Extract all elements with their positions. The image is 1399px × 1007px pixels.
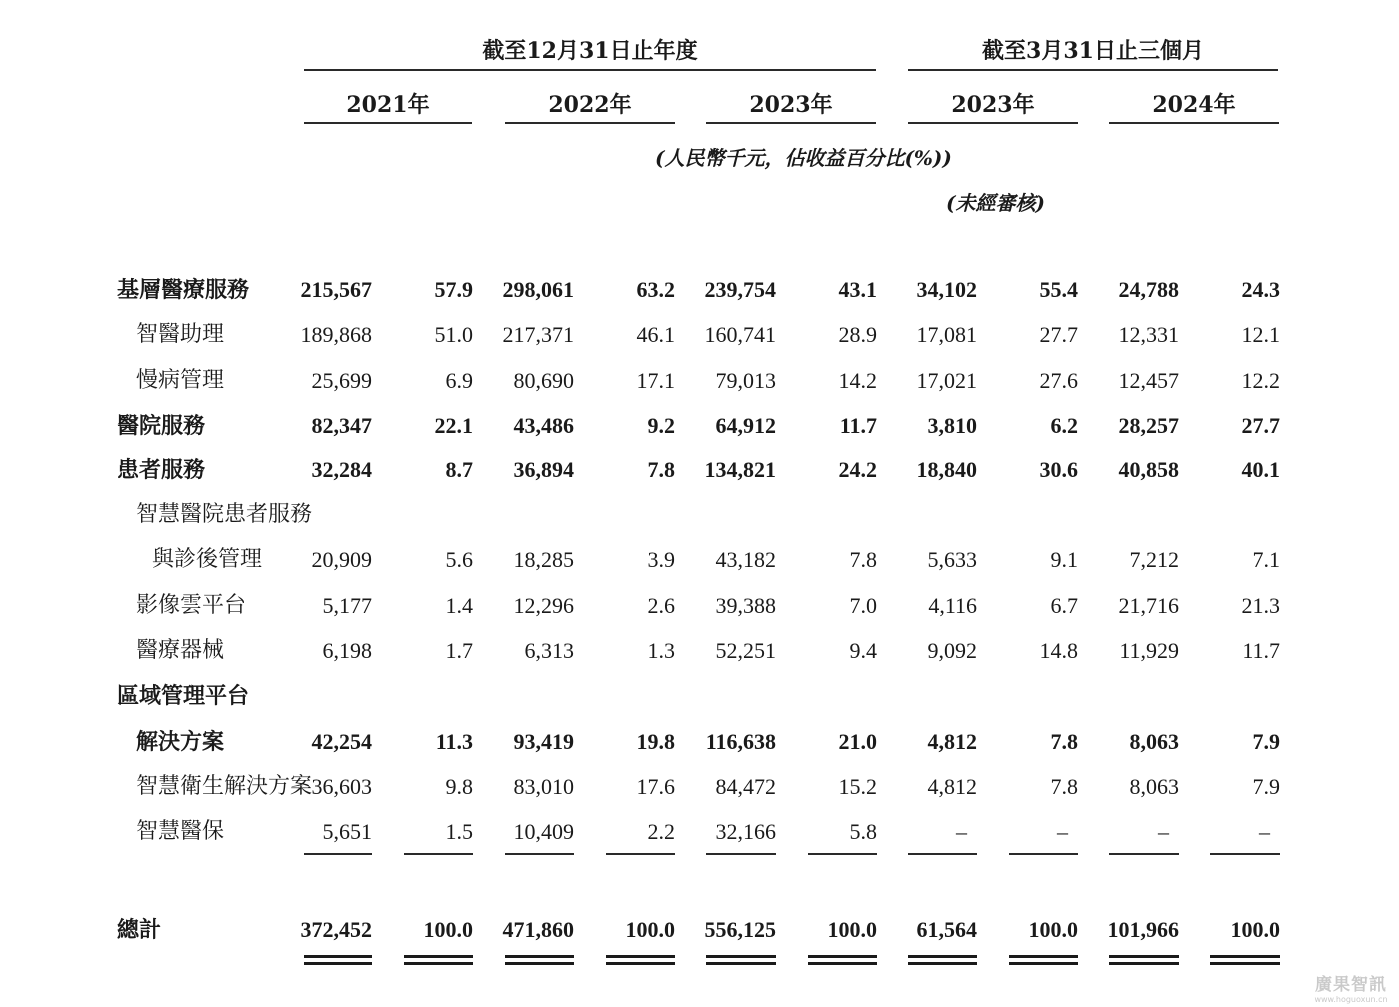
table-cell: 6.2 <box>1050 413 1078 438</box>
header-annual-rule <box>304 69 876 71</box>
unaudited-note: (未經審核) <box>946 191 1045 215</box>
table-cell: 46.1 <box>636 322 675 347</box>
subtotal-rule <box>505 853 574 855</box>
table-cell: 40.1 <box>1241 457 1280 482</box>
table-cell: 11.3 <box>435 729 473 754</box>
table-cell: 28.9 <box>838 322 877 347</box>
subtotal-rule <box>808 853 877 855</box>
year-rule-2022 <box>505 122 675 124</box>
table-cell: 52,251 <box>715 638 776 663</box>
year-rule-2021 <box>304 122 472 124</box>
table-cell: 12,296 <box>513 593 574 618</box>
table-cell: 43.1 <box>838 277 877 302</box>
table-row <box>0 631 1399 671</box>
total-cell: 101,966 <box>1107 917 1179 942</box>
total-rule <box>304 955 372 958</box>
table-cell: 17,021 <box>916 368 977 393</box>
table-row <box>0 767 1399 807</box>
table-row <box>0 450 1399 490</box>
table-cell: 217,371 <box>502 322 574 347</box>
total-rule <box>404 955 473 958</box>
table-row <box>0 540 1399 580</box>
table-cell: 7.8 <box>1050 774 1078 799</box>
table-cell: 7.1 <box>1252 547 1280 572</box>
total-rule <box>808 962 877 965</box>
table-cell: 7.8 <box>1050 729 1078 754</box>
table-cell: 1.7 <box>445 638 473 663</box>
year-header-q2023: 2023年 <box>951 92 1035 118</box>
table-cell: 14.8 <box>1039 638 1078 663</box>
table-cell: 24.3 <box>1241 277 1280 302</box>
table-cell: 3.9 <box>647 547 675 572</box>
table-cell: 7.8 <box>849 547 877 572</box>
table-cell: 14.2 <box>838 368 877 393</box>
row-label: 基層醫療服務 <box>117 277 250 303</box>
table-cell: – <box>1259 819 1270 844</box>
table-cell: 80,690 <box>513 368 574 393</box>
table-cell: 9.2 <box>647 413 675 438</box>
table-cell: 22.1 <box>434 413 473 438</box>
table-cell: 9.4 <box>849 638 877 663</box>
table-cell: 11,929 <box>1119 638 1179 663</box>
table-cell: 7.9 <box>1252 729 1280 754</box>
table-cell: 1.5 <box>445 819 473 844</box>
year-rule-2023 <box>706 122 876 124</box>
table-row <box>0 812 1399 852</box>
header-quarter-group: 截至3月31日止三個月 <box>982 38 1204 64</box>
total-rule <box>606 955 675 958</box>
row-label: 智慧醫保 <box>136 819 225 844</box>
table-cell: 32,284 <box>311 457 372 482</box>
table-cell: 5.6 <box>445 547 473 572</box>
total-cell: 100.0 <box>625 917 675 942</box>
year-rule-q2023 <box>908 122 1078 124</box>
table-cell: 12,331 <box>1118 322 1179 347</box>
row-label: 智醫助理 <box>136 322 225 347</box>
row-label: 醫療器械 <box>136 638 225 663</box>
table-cell: 6.7 <box>1050 593 1078 618</box>
table-cell: 24.2 <box>838 457 877 482</box>
total-cell: 61,564 <box>916 917 977 942</box>
total-rule <box>404 962 473 965</box>
table-cell: 6,198 <box>322 638 372 663</box>
watermark-logo: 廣果智訊 www.hoguoxun.cn <box>1314 975 1388 1004</box>
table-cell: 36,894 <box>513 457 574 482</box>
table-cell: 63.2 <box>636 277 675 302</box>
table-cell: 36,603 <box>311 774 372 799</box>
table-cell: – <box>1158 819 1169 844</box>
table-cell: 42,254 <box>311 729 372 754</box>
table-row <box>0 270 1399 310</box>
total-rule <box>908 962 977 965</box>
table-cell: 9.8 <box>445 774 473 799</box>
table-cell: 8.7 <box>445 457 473 482</box>
table-row <box>0 361 1399 401</box>
table-cell: 116,638 <box>705 729 776 754</box>
table-cell: 4,116 <box>928 593 977 618</box>
year-header-2021: 2021年 <box>346 92 430 118</box>
header-annual-group: 截至12月31日止年度 <box>482 38 698 64</box>
table-cell: 55.4 <box>1039 277 1078 302</box>
table-cell: 21.0 <box>838 729 877 754</box>
subtotal-rule <box>908 853 977 855</box>
table-cell: 7.9 <box>1252 774 1280 799</box>
total-rule <box>706 955 776 958</box>
table-cell: 5.8 <box>849 819 877 844</box>
table-cell: 1.4 <box>445 593 473 618</box>
table-cell: 2.6 <box>647 593 675 618</box>
total-rule <box>606 962 675 965</box>
table-cell: 8,063 <box>1129 729 1179 754</box>
year-header-q2024: 2024年 <box>1152 92 1236 118</box>
year-header-2023: 2023年 <box>749 92 833 118</box>
table-cell: 24,788 <box>1118 277 1179 302</box>
row-label: 智慧衛生解決方案 <box>136 774 313 799</box>
table-cell: 6,313 <box>524 638 574 663</box>
table-cell: 30.6 <box>1039 457 1078 482</box>
table-cell: 39,388 <box>715 593 776 618</box>
table-cell: 64,912 <box>715 413 776 438</box>
table-cell: 21.3 <box>1241 593 1280 618</box>
table-row <box>0 586 1399 626</box>
subtotal-rule <box>304 853 372 855</box>
total-rule <box>505 955 574 958</box>
subtotal-rule <box>1109 853 1179 855</box>
table-cell: 32,166 <box>715 819 776 844</box>
table-cell: 27.6 <box>1039 368 1078 393</box>
total-cell: 100.0 <box>827 917 877 942</box>
table-cell: 17.6 <box>636 774 675 799</box>
table-cell: 5,651 <box>322 819 372 844</box>
table-cell: 84,472 <box>715 774 776 799</box>
table-row <box>0 722 1399 762</box>
total-rule <box>304 962 372 965</box>
row-label: 患者服務 <box>117 457 206 483</box>
subtotal-rule <box>1009 853 1078 855</box>
table-cell: 27.7 <box>1241 413 1280 438</box>
row-label: 醫院服務 <box>117 413 206 439</box>
table-cell: 17,081 <box>916 322 977 347</box>
subtotal-rule <box>606 853 675 855</box>
table-cell: 7,212 <box>1129 547 1179 572</box>
table-cell: 1.3 <box>647 638 675 663</box>
table-cell: 57.9 <box>434 277 473 302</box>
total-cell: 372,452 <box>300 917 372 942</box>
total-rule <box>1109 962 1179 965</box>
table-cell: 17.1 <box>636 368 675 393</box>
table-cell: 134,821 <box>704 457 776 482</box>
table-cell: 12.2 <box>1241 368 1280 393</box>
row-label: 解決方案 <box>136 729 225 755</box>
table-cell: 2.2 <box>647 819 675 844</box>
total-rule <box>706 962 776 965</box>
subtotal-rule <box>404 853 473 855</box>
table-cell: 5,177 <box>322 593 372 618</box>
total-label: 總計 <box>117 917 162 943</box>
total-cell: 100.0 <box>423 917 473 942</box>
table-cell: 189,868 <box>300 322 372 347</box>
total-rule <box>1009 962 1078 965</box>
row-label: 智慧醫院患者服務 <box>136 502 313 527</box>
table-cell: – <box>1057 819 1068 844</box>
table-cell: 12,457 <box>1118 368 1179 393</box>
table-cell: 6.9 <box>445 368 473 393</box>
total-rule <box>505 962 574 965</box>
subtotal-rule <box>706 853 776 855</box>
table-cell: 160,741 <box>704 322 776 347</box>
total-rule <box>808 955 877 958</box>
table-cell: 12.1 <box>1241 322 1280 347</box>
table-cell: 43,486 <box>513 413 574 438</box>
table-row <box>0 406 1399 446</box>
table-cell: 21,716 <box>1118 593 1179 618</box>
table-row <box>0 495 1399 535</box>
table-cell: 40,858 <box>1118 457 1179 482</box>
total-rule <box>908 955 977 958</box>
table-cell: 18,840 <box>916 457 977 482</box>
table-cell: 11.7 <box>1242 638 1280 663</box>
table-cell: 34,102 <box>916 277 977 302</box>
year-header-2022: 2022年 <box>548 92 632 118</box>
row-label: 與診後管理 <box>152 547 263 572</box>
table-cell: 28,257 <box>1118 413 1179 438</box>
table-cell: 7.0 <box>849 593 877 618</box>
table-cell: 7.8 <box>647 457 675 482</box>
table-cell: 19.8 <box>636 729 675 754</box>
row-label: 區域管理平台 <box>117 683 250 709</box>
table-cell: 93,419 <box>513 729 574 754</box>
table-cell: 8,063 <box>1129 774 1179 799</box>
header-quarter-rule <box>908 69 1278 71</box>
subtotal-rule <box>1210 853 1280 855</box>
table-cell: 27.7 <box>1039 322 1078 347</box>
table-cell: 11.7 <box>839 413 877 438</box>
row-label: 影像雲平台 <box>136 593 247 618</box>
total-rule <box>1210 962 1280 965</box>
table-cell: 239,754 <box>704 277 776 302</box>
table-cell: 9,092 <box>927 638 977 663</box>
table-cell: 4,812 <box>927 774 977 799</box>
table-cell: 43,182 <box>715 547 776 572</box>
total-row <box>0 910 1399 950</box>
total-rule <box>1009 955 1078 958</box>
table-row <box>0 676 1399 716</box>
total-rule <box>1109 955 1179 958</box>
total-cell: 100.0 <box>1230 917 1280 942</box>
table-cell: 15.2 <box>838 774 877 799</box>
year-rule-q2024 <box>1109 122 1279 124</box>
table-cell: 9.1 <box>1050 547 1078 572</box>
table-cell: 18,285 <box>513 547 574 572</box>
table-cell: 79,013 <box>715 368 776 393</box>
table-cell: 82,347 <box>311 413 372 438</box>
table-cell: 51.0 <box>434 322 473 347</box>
table-cell: 83,010 <box>513 774 574 799</box>
table-cell: – <box>956 819 967 844</box>
total-cell: 100.0 <box>1028 917 1078 942</box>
table-cell: 10,409 <box>513 819 574 844</box>
table-cell: 4,812 <box>927 729 977 754</box>
table-cell: 298,061 <box>502 277 574 302</box>
unit-note: (人民幣千元，佔收益百分比(%)) <box>655 146 952 170</box>
table-cell: 20,909 <box>311 547 372 572</box>
total-rule <box>1210 955 1280 958</box>
table-cell: 5,633 <box>927 547 977 572</box>
row-label: 慢病管理 <box>136 368 225 393</box>
total-cell: 471,860 <box>502 917 574 942</box>
table-cell: 25,699 <box>311 368 372 393</box>
table-cell: 3,810 <box>927 413 977 438</box>
total-cell: 556,125 <box>704 917 776 942</box>
table-row <box>0 315 1399 355</box>
table-cell: 215,567 <box>300 277 372 302</box>
